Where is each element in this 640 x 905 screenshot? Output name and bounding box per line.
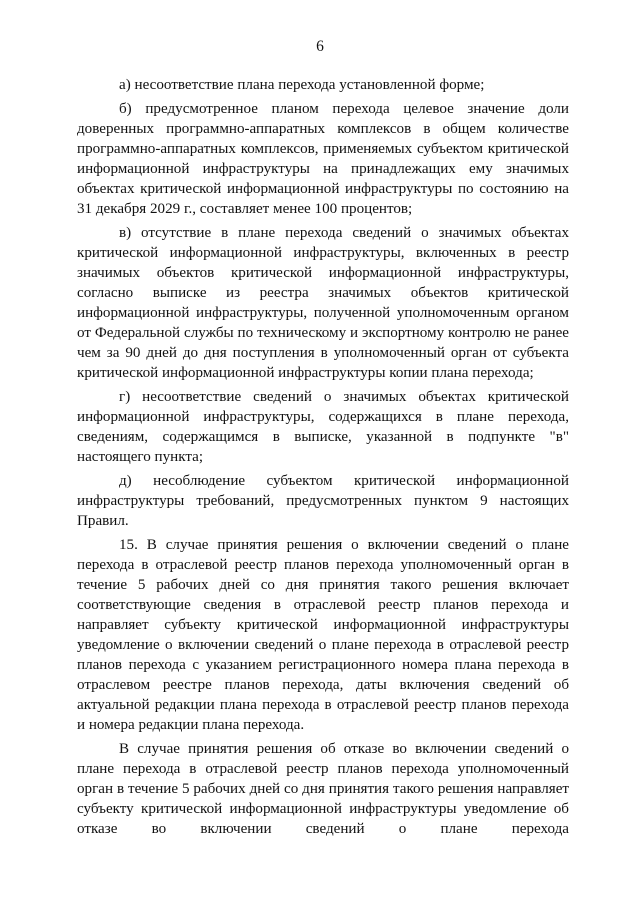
paragraph-item-a: а) несоответствие плана перехода установленной форме; (119, 77, 485, 93)
paragraph-section-15: 15. В случае принятия решения о включении сведений о плане перехода в отраслевой реестр планов перехода уполномоченный орган в течение 5 рабочих дней со дня принятия такого решения включает соответствующие сведения в отраслевой реестр планов перехода и направляет субъекту критической информационной инфраструктуры уведомление о включении сведений о плане перехода в отраслевой реестр планов перехода с указанием регистрационного номера плана перехода в отраслевом реестре планов перехода, даты включения сведений об актуальной редакции плана перехода в отраслевой реестр планов перехода и номера редакции плана перехода. (77, 537, 569, 733)
paragraph-item-b: б) предусмотренное планом перехода целевое значение доли доверенных программно-аппаратных комплексов в общем количестве программно-аппаратных комплексов, применяемых субъектом критической информационной инфраструктуры на принадлежащих ему значимых объектах критической информационной инфраструктуры по состоянию на 31 декабря 2029 г., составляет менее 100 процентов; (77, 101, 569, 217)
document-body (77, 75, 569, 843)
paragraph-item-d: д) несоблюдение субъектом критической информационной инфраструктуры требований, предусмотренных пунктом 9 настоящих Правил. (77, 473, 569, 529)
paragraph-item-v: в) отсутствие в плане перехода сведений о значимых объектах критической информационной инфраструктуры, включенных в реестр значимых объектов критической информационной инфраструктуры, согласно выписке из реестра значимых объектов критической информационной инфраструктуры, полученной уполномоченным органом от Федеральной службы по техническому и экспортному контролю не ранее чем за 90 дней до дня поступления в уполномоченный орган от субъекта критической информационной инфраструктуры копии плана перехода; (77, 225, 569, 381)
page-number: 6 (316, 38, 324, 55)
paragraph-refusal-notice: В случае принятия решения об отказе во включении сведений о плане перехода в отраслевой реестр планов перехода уполномоченный орган в течение 5 рабочих дней со дня принятия такого решения направляет субъекту критической информационной инфраструктуры уведомление об отказе во включении сведений о плане перехода (77, 741, 569, 837)
paragraph-item-g: г) несоответствие сведений о значимых объектах критической информационной инфраструктуры, содержащихся в плане перехода, сведениям, содержащимся в выписке, указанной в подпункте "в" настоящего пункта; (77, 389, 569, 465)
